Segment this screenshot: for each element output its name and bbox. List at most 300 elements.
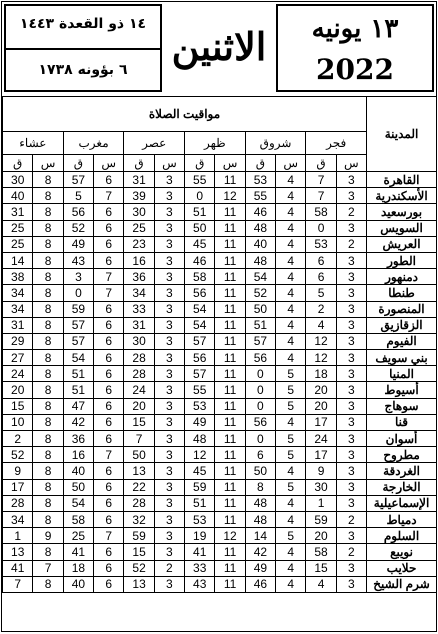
minute-cell: 14 — [3, 252, 33, 268]
minute-cell: 48 — [245, 252, 275, 268]
hour-cell: 4 — [276, 463, 306, 479]
hour-cell: 3 — [154, 414, 184, 430]
city-name: شرم الشيخ — [367, 576, 437, 592]
minute-cell: 36 — [63, 431, 93, 447]
hour-cell: 6 — [94, 204, 124, 220]
minute-cell: 8 — [245, 479, 275, 495]
table-row — [3, 511, 437, 527]
minute-cell: 13 — [124, 463, 154, 479]
hour-cell: 3 — [336, 495, 366, 511]
minute-cell: 48 — [245, 495, 275, 511]
hour-cell: 4 — [276, 317, 306, 333]
minute-cell: 51 — [63, 366, 93, 382]
city-name: السلوم — [367, 528, 437, 544]
hour-cell: 8 — [33, 495, 63, 511]
city-name: الغردقة — [367, 463, 437, 479]
hour-cell: 8 — [33, 252, 63, 268]
minute-cell: 57 — [63, 333, 93, 349]
minute-cell: 33 — [124, 301, 154, 317]
minute-cell: 56 — [185, 285, 215, 301]
minute-cell: 34 — [124, 285, 154, 301]
city-name: أسيوط — [367, 382, 437, 398]
table-row — [3, 431, 437, 447]
hour-cell: 6 — [94, 560, 124, 576]
minute-cell: 24 — [3, 366, 33, 382]
minute-cell: 57 — [185, 333, 215, 349]
hour-cell: 3 — [336, 382, 366, 398]
hour-cell: 3 — [336, 285, 366, 301]
minute-cell: 40 — [63, 576, 93, 592]
hour-cell: 7 — [94, 528, 124, 544]
hour-cell: 3 — [154, 269, 184, 285]
minute-cell: 5 — [63, 188, 93, 204]
minute-cell: 2 — [3, 431, 33, 447]
hour-cell: 11 — [215, 350, 245, 366]
minute-cell: 16 — [63, 447, 93, 463]
hour-cell: 4 — [276, 495, 306, 511]
hour-cell: 11 — [215, 560, 245, 576]
hour-cell: 3 — [336, 576, 366, 592]
hour-cell: 8 — [33, 285, 63, 301]
minute-cell: 25 — [124, 220, 154, 236]
minute-unit-label: ق — [306, 155, 336, 172]
hour-cell: 3 — [154, 431, 184, 447]
hour-cell: 2 — [154, 560, 184, 576]
city-name: مطروح — [367, 447, 437, 463]
hour-cell: 4 — [276, 252, 306, 268]
minute-cell: 56 — [185, 350, 215, 366]
city-name: دمنهور — [367, 269, 437, 285]
minute-cell: 20 — [3, 382, 33, 398]
minute-cell: 20 — [306, 382, 336, 398]
prayer-header: فجر — [306, 132, 367, 155]
minute-unit-label: ق — [185, 155, 215, 172]
minute-cell: 41 — [63, 544, 93, 560]
city-name: الطور — [367, 252, 437, 268]
hour-cell: 6 — [94, 220, 124, 236]
minute-cell: 52 — [245, 285, 275, 301]
hour-cell: 4 — [276, 576, 306, 592]
hour-cell: 5 — [276, 479, 306, 495]
minute-cell: 59 — [185, 479, 215, 495]
minute-cell: 34 — [3, 285, 33, 301]
minute-cell: 0 — [245, 382, 275, 398]
minute-cell: 0 — [245, 398, 275, 414]
hour-cell: 3 — [154, 511, 184, 527]
city-name: دمياط — [367, 511, 437, 527]
hour-cell: 3 — [154, 576, 184, 592]
hour-cell: 3 — [336, 560, 366, 576]
hour-cell: 3 — [154, 479, 184, 495]
minute-cell: 58 — [63, 511, 93, 527]
hour-cell: 7 — [94, 188, 124, 204]
minute-cell: 42 — [63, 414, 93, 430]
minute-unit-label: ق — [124, 155, 154, 172]
minute-cell: 30 — [306, 479, 336, 495]
hour-cell: 6 — [94, 495, 124, 511]
minute-cell: 9 — [3, 463, 33, 479]
prayer-header: مغرب — [63, 132, 124, 155]
minute-cell: 15 — [3, 398, 33, 414]
city-name: حلايب — [367, 560, 437, 576]
minute-cell: 41 — [3, 560, 33, 576]
hour-cell: 9 — [33, 528, 63, 544]
minute-cell: 28 — [124, 350, 154, 366]
minute-cell: 17 — [306, 447, 336, 463]
hijri-date: ١٤ ذو القعدة ١٤٤٣ — [19, 16, 147, 32]
minute-unit-label: ق — [3, 155, 33, 172]
hour-cell: 6 — [94, 172, 124, 188]
hour-cell: 11 — [215, 495, 245, 511]
minute-cell: 46 — [245, 204, 275, 220]
minute-cell: 18 — [306, 366, 336, 382]
hour-cell: 3 — [154, 285, 184, 301]
minute-cell: 15 — [124, 544, 154, 560]
minute-cell: 53 — [185, 398, 215, 414]
city-name: أسوان — [367, 431, 437, 447]
minute-cell: 0 — [306, 220, 336, 236]
prayer-header: ظهر — [185, 132, 246, 155]
hour-cell: 3 — [336, 172, 366, 188]
minute-cell: 52 — [3, 447, 33, 463]
hour-cell: 12 — [215, 528, 245, 544]
minute-cell: 28 — [124, 366, 154, 382]
minute-cell: 55 — [245, 188, 275, 204]
minute-cell: 5 — [306, 285, 336, 301]
minute-cell: 30 — [124, 204, 154, 220]
hour-cell: 6 — [94, 511, 124, 527]
minute-unit-label: ق — [245, 155, 275, 172]
minute-cell: 57 — [63, 317, 93, 333]
minute-cell: 40 — [3, 188, 33, 204]
hour-cell: 8 — [33, 317, 63, 333]
minute-cell: 20 — [306, 528, 336, 544]
table-row — [3, 576, 437, 592]
minute-cell: 47 — [63, 398, 93, 414]
hour-cell: 11 — [215, 431, 245, 447]
minute-cell: 39 — [124, 188, 154, 204]
hour-cell: 3 — [154, 220, 184, 236]
hour-cell: 2 — [336, 204, 366, 220]
minute-cell: 53 — [306, 236, 336, 252]
hour-cell: 11 — [215, 333, 245, 349]
minute-cell: 59 — [306, 511, 336, 527]
minute-cell: 0 — [63, 285, 93, 301]
city-name: بني سويف — [367, 350, 437, 366]
hour-cell: 12 — [215, 188, 245, 204]
minute-cell: 53 — [245, 172, 275, 188]
minute-cell: 13 — [3, 544, 33, 560]
minute-cell: 53 — [185, 511, 215, 527]
hour-cell: 3 — [336, 463, 366, 479]
hour-cell: 3 — [336, 479, 366, 495]
minute-cell: 34 — [3, 511, 33, 527]
minute-cell: 57 — [63, 172, 93, 188]
hour-cell: 3 — [154, 544, 184, 560]
minute-cell: 10 — [3, 414, 33, 430]
hour-cell: 8 — [33, 463, 63, 479]
city-name: المنصورة — [367, 301, 437, 317]
minute-cell: 1 — [306, 495, 336, 511]
table-row — [3, 172, 437, 188]
minute-cell: 1 — [3, 528, 33, 544]
table-row — [3, 188, 437, 204]
hour-cell: 6 — [94, 544, 124, 560]
minute-cell: 0 — [245, 366, 275, 382]
hour-cell: 5 — [276, 528, 306, 544]
city-name: نويبع — [367, 544, 437, 560]
hour-cell: 8 — [33, 366, 63, 382]
hour-cell: 5 — [276, 447, 306, 463]
hour-cell: 3 — [154, 398, 184, 414]
minute-cell: 58 — [306, 204, 336, 220]
hour-cell: 8 — [33, 382, 63, 398]
minute-cell: 48 — [245, 511, 275, 527]
hour-unit-label: س — [94, 155, 124, 172]
hour-cell: 3 — [154, 172, 184, 188]
hour-cell: 3 — [154, 252, 184, 268]
minute-cell: 38 — [3, 269, 33, 285]
hour-cell: 3 — [336, 317, 366, 333]
hour-cell: 6 — [94, 382, 124, 398]
city-name: سوهاج — [367, 398, 437, 414]
minute-cell: 56 — [63, 204, 93, 220]
table-row — [3, 398, 437, 414]
minute-cell: 3 — [63, 269, 93, 285]
minute-cell: 45 — [185, 236, 215, 252]
hour-cell: 3 — [336, 269, 366, 285]
hour-cell: 6 — [94, 398, 124, 414]
table-row — [3, 285, 437, 301]
gregorian-date-box — [276, 4, 434, 92]
hour-cell: 8 — [33, 269, 63, 285]
hour-cell: 3 — [154, 463, 184, 479]
minute-cell: 25 — [3, 236, 33, 252]
hour-cell: 8 — [33, 172, 63, 188]
hour-cell: 6 — [94, 366, 124, 382]
hijri-coptic-box — [4, 4, 162, 92]
minute-cell: 46 — [185, 252, 215, 268]
minute-cell: 57 — [185, 366, 215, 382]
table-row — [3, 236, 437, 252]
hour-cell: 3 — [336, 431, 366, 447]
minute-cell: 46 — [245, 576, 275, 592]
minute-cell: 51 — [185, 495, 215, 511]
hour-cell: 4 — [276, 285, 306, 301]
table-row — [3, 414, 437, 430]
prayer-header: عشاء — [3, 132, 64, 155]
minute-cell: 48 — [245, 220, 275, 236]
hour-cell: 11 — [215, 172, 245, 188]
hour-cell: 11 — [215, 414, 245, 430]
table-row — [3, 366, 437, 382]
hour-cell: 8 — [33, 398, 63, 414]
minute-cell: 54 — [63, 495, 93, 511]
hour-cell: 6 — [94, 576, 124, 592]
divider — [6, 48, 160, 50]
minute-cell: 30 — [3, 172, 33, 188]
minute-cell: 16 — [124, 252, 154, 268]
city-name: الإسماعيلية — [367, 495, 437, 511]
city-name: الخارجة — [367, 479, 437, 495]
table-row — [3, 447, 437, 463]
minute-cell: 40 — [63, 463, 93, 479]
minute-cell: 28 — [3, 495, 33, 511]
minute-cell: 15 — [124, 414, 154, 430]
hour-cell: 7 — [94, 269, 124, 285]
hour-cell: 8 — [33, 431, 63, 447]
hour-cell: 11 — [215, 204, 245, 220]
minute-cell: 31 — [3, 204, 33, 220]
minute-cell: 49 — [245, 560, 275, 576]
hour-cell: 3 — [154, 317, 184, 333]
hour-unit-label: س — [276, 155, 306, 172]
minute-cell: 43 — [63, 252, 93, 268]
minute-cell: 12 — [306, 350, 336, 366]
hour-cell: 3 — [336, 301, 366, 317]
hour-cell: 8 — [33, 479, 63, 495]
hour-cell: 3 — [154, 350, 184, 366]
hour-cell: 11 — [215, 576, 245, 592]
hour-unit-label: س — [336, 155, 366, 172]
city-name: السويس — [367, 220, 437, 236]
minute-cell: 18 — [63, 560, 93, 576]
hour-cell: 7 — [94, 447, 124, 463]
hour-cell: 8 — [33, 544, 63, 560]
minute-cell: 7 — [3, 576, 33, 592]
table-row — [3, 350, 437, 366]
minute-cell: 22 — [124, 479, 154, 495]
minute-cell: 24 — [306, 431, 336, 447]
minute-cell: 54 — [185, 301, 215, 317]
hour-cell: 3 — [154, 447, 184, 463]
hour-cell: 11 — [215, 479, 245, 495]
minute-cell: 36 — [124, 269, 154, 285]
minute-cell: 15 — [306, 560, 336, 576]
minute-cell: 42 — [245, 544, 275, 560]
hour-cell: 11 — [215, 511, 245, 527]
table-row — [3, 495, 437, 511]
hour-cell: 3 — [336, 350, 366, 366]
table-row — [3, 252, 437, 268]
hour-cell: 3 — [154, 495, 184, 511]
minute-cell: 25 — [63, 528, 93, 544]
hour-cell: 6 — [94, 333, 124, 349]
hour-cell: 3 — [154, 204, 184, 220]
prayer-times-table — [2, 96, 437, 593]
minute-cell: 7 — [124, 431, 154, 447]
hour-cell: 3 — [154, 301, 184, 317]
hour-cell: 3 — [336, 333, 366, 349]
hour-cell: 11 — [215, 252, 245, 268]
hour-cell: 6 — [94, 317, 124, 333]
city-name: الزقازيق — [367, 317, 437, 333]
table-row — [3, 204, 437, 220]
minute-cell: 51 — [185, 204, 215, 220]
city-name: المنيا — [367, 366, 437, 382]
hour-cell: 3 — [336, 220, 366, 236]
minute-cell: 34 — [3, 301, 33, 317]
minute-cell: 0 — [245, 431, 275, 447]
table-row — [3, 220, 437, 236]
city-name: الأسكندرية — [367, 188, 437, 204]
hour-cell: 11 — [215, 366, 245, 382]
minute-cell: 49 — [185, 414, 215, 430]
hour-cell: 5 — [276, 398, 306, 414]
minute-cell: 54 — [245, 269, 275, 285]
minute-cell: 2 — [306, 301, 336, 317]
hour-cell: 8 — [33, 414, 63, 430]
hour-cell: 4 — [276, 544, 306, 560]
prayers-header: مواقيت الصلاة — [3, 97, 367, 132]
hour-cell: 8 — [33, 220, 63, 236]
gregorian-year: 2022 — [316, 53, 394, 86]
minute-cell: 9 — [306, 463, 336, 479]
hour-cell: 11 — [215, 285, 245, 301]
hour-unit-label: س — [215, 155, 245, 172]
hour-cell: 4 — [276, 269, 306, 285]
minute-cell: 6 — [306, 269, 336, 285]
hour-unit-label: س — [154, 155, 184, 172]
table-row — [3, 269, 437, 285]
hour-cell: 4 — [276, 236, 306, 252]
minute-cell: 0 — [185, 188, 215, 204]
minute-cell: 56 — [245, 350, 275, 366]
minute-cell: 29 — [3, 333, 33, 349]
hour-cell: 11 — [215, 463, 245, 479]
city-name: العريش — [367, 236, 437, 252]
minute-cell: 58 — [185, 269, 215, 285]
minute-cell: 40 — [245, 236, 275, 252]
minute-cell: 31 — [124, 172, 154, 188]
minute-cell: 59 — [63, 301, 93, 317]
minute-cell: 17 — [306, 414, 336, 430]
minute-cell: 41 — [185, 544, 215, 560]
minute-cell: 55 — [185, 382, 215, 398]
city-name: قنا — [367, 414, 437, 430]
weekday: الاثنين — [171, 24, 267, 69]
minute-cell: 4 — [306, 317, 336, 333]
prayer-header: عصر — [124, 132, 185, 155]
hour-cell: 8 — [33, 333, 63, 349]
hour-cell: 8 — [33, 236, 63, 252]
hour-cell: 3 — [336, 398, 366, 414]
hour-cell: 3 — [154, 382, 184, 398]
minute-cell: 6 — [245, 447, 275, 463]
hour-cell: 4 — [276, 414, 306, 430]
minute-cell: 32 — [124, 511, 154, 527]
hour-cell: 3 — [336, 366, 366, 382]
minute-cell: 45 — [185, 463, 215, 479]
table-row — [3, 544, 437, 560]
hour-cell: 11 — [215, 269, 245, 285]
hour-cell: 6 — [94, 350, 124, 366]
table-row — [3, 560, 437, 576]
minute-cell: 50 — [185, 220, 215, 236]
minute-cell: 17 — [3, 479, 33, 495]
hour-cell: 11 — [215, 398, 245, 414]
minute-cell: 13 — [124, 576, 154, 592]
minute-cell: 7 — [306, 188, 336, 204]
minute-cell: 50 — [124, 447, 154, 463]
minute-cell: 6 — [306, 252, 336, 268]
minute-cell: 54 — [185, 317, 215, 333]
city-name: بورسعيد — [367, 204, 437, 220]
minute-cell: 28 — [124, 495, 154, 511]
minute-cell: 56 — [245, 414, 275, 430]
minute-cell: 31 — [3, 317, 33, 333]
hour-cell: 11 — [215, 301, 245, 317]
